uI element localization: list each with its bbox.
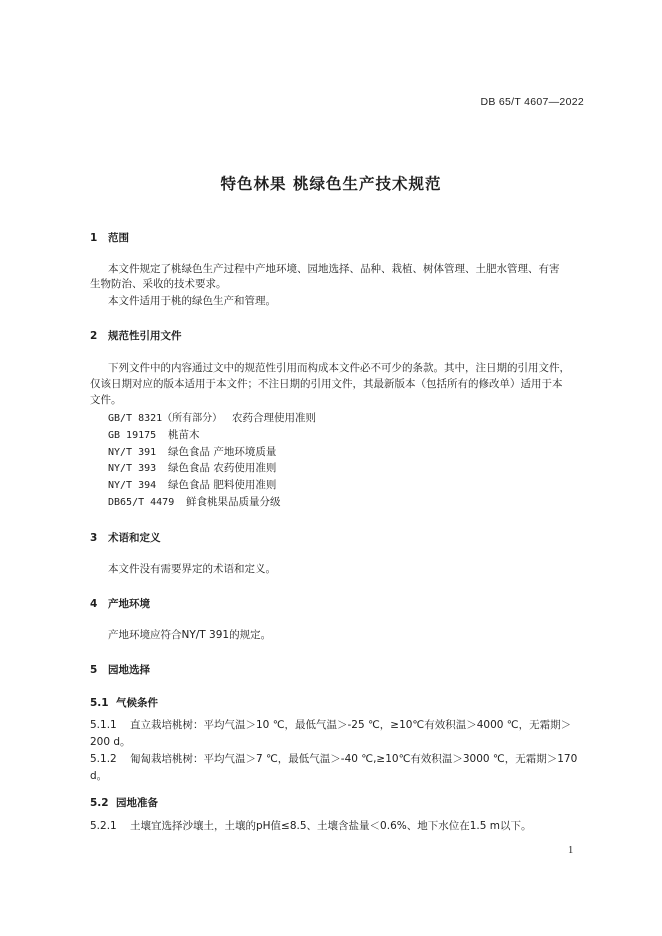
clause-number: 5.2.1 — [90, 820, 117, 832]
clause-5-1-1 — [90, 718, 571, 733]
clause-text: 土壤宜选择沙壤土，土壤的pH值≤8.5、土壤含盐量＜0.6%、地下水位在1.5 m以下。 — [130, 820, 532, 832]
section-title: 园地选择 — [108, 664, 150, 676]
reference-item — [108, 428, 200, 443]
reference-title: 绿色食品 产地环境质量 — [168, 446, 277, 458]
section-title: 规范性引用文件 — [108, 330, 182, 342]
paragraph-line: 本文件适用于桃的绿色生产和管理。 — [108, 295, 276, 307]
section-title: 范围 — [108, 232, 129, 244]
clause-number: 5.1.2 — [90, 753, 117, 765]
clause-5-1-2 — [90, 752, 577, 767]
reference-code: NY/T 394 — [108, 480, 157, 491]
section-number: 2 — [90, 330, 98, 342]
reference-item — [108, 445, 276, 460]
paragraph-line: 仅该日期对应的版本适用于本文件；不注日期的引用文件，其最新版本（包括所有的修改单）适用于本 — [90, 378, 563, 390]
section-5-heading — [90, 662, 150, 677]
document-number: DB 65/T 4607—2022 — [480, 96, 584, 108]
paragraph-line: 本文件规定了桃绿色生产过程中产地环境、园地选择、品种、栽植、树体管理、土肥水管理、有害 — [108, 263, 560, 275]
paragraph-line: d。 — [90, 770, 108, 782]
subsection-title: 气候条件 — [116, 697, 158, 709]
paragraph-line: 下列文件中的内容通过文中的规范性引用而构成本文件必不可少的条款。其中，注日期的引用文件， — [108, 362, 570, 374]
section-number: 1 — [90, 232, 98, 244]
reference-code: GB/T 8321（所有部分） — [108, 413, 223, 424]
section-number: 4 — [90, 598, 98, 610]
subsection-number: 5.2 — [90, 797, 109, 809]
paragraph-line: 产地环境应符合NY/T 391的规定。 — [108, 629, 272, 641]
section-title: 产地环境 — [108, 598, 150, 610]
reference-item — [108, 461, 276, 476]
clause-5-2-1 — [90, 819, 532, 834]
page-title: 特色林果 桃绿色生产技术规范 — [220, 175, 442, 193]
subsection-5-2-heading — [90, 795, 158, 810]
clause-text: 匍匐栽培桃树：平均气温＞7 ℃，最低气温＞-40 ℃,≥10℃有效积温＞3000 ℃，无霜期＞170 — [130, 753, 578, 765]
section-4-heading — [90, 596, 150, 611]
subsection-title: 园地准备 — [116, 797, 158, 809]
reference-code: DB65/T 4479 — [108, 497, 175, 508]
paragraph-line: 生物防治、采收的技术要求。 — [90, 278, 227, 290]
reference-title: 桃苗木 — [168, 429, 200, 441]
reference-item — [108, 495, 281, 510]
reference-code: NY/T 393 — [108, 463, 157, 474]
subsection-number: 5.1 — [90, 697, 109, 709]
reference-item — [108, 411, 316, 426]
section-title: 术语和定义 — [108, 532, 161, 544]
paragraph-line: 文件。 — [90, 394, 122, 406]
reference-title: 鲜食桃果品质量分级 — [186, 496, 281, 508]
page-number: 1 — [568, 845, 574, 856]
subsection-5-1-heading — [90, 695, 158, 710]
section-number: 5 — [90, 664, 98, 676]
section-3-heading — [90, 530, 161, 545]
reference-title: 绿色食品 农药使用准则 — [168, 462, 277, 474]
reference-code: GB 19175 — [108, 430, 157, 441]
section-1-heading — [90, 230, 129, 245]
section-number: 3 — [90, 532, 98, 544]
reference-item — [108, 478, 276, 493]
paragraph-line: 本文件没有需要界定的术语和定义。 — [108, 563, 276, 575]
section-2-heading — [90, 328, 182, 343]
reference-title: 农药合理使用准则 — [232, 412, 316, 424]
reference-title: 绿色食品 肥料使用准则 — [168, 479, 277, 491]
clause-text: 直立栽培桃树：平均气温＞10 ℃，最低气温＞-25 ℃，≥10℃有效积温＞4000 ℃，无霜期＞ — [130, 719, 572, 731]
reference-code: NY/T 391 — [108, 447, 157, 458]
paragraph-line: 200 d。 — [90, 736, 131, 748]
clause-number: 5.1.1 — [90, 719, 117, 731]
